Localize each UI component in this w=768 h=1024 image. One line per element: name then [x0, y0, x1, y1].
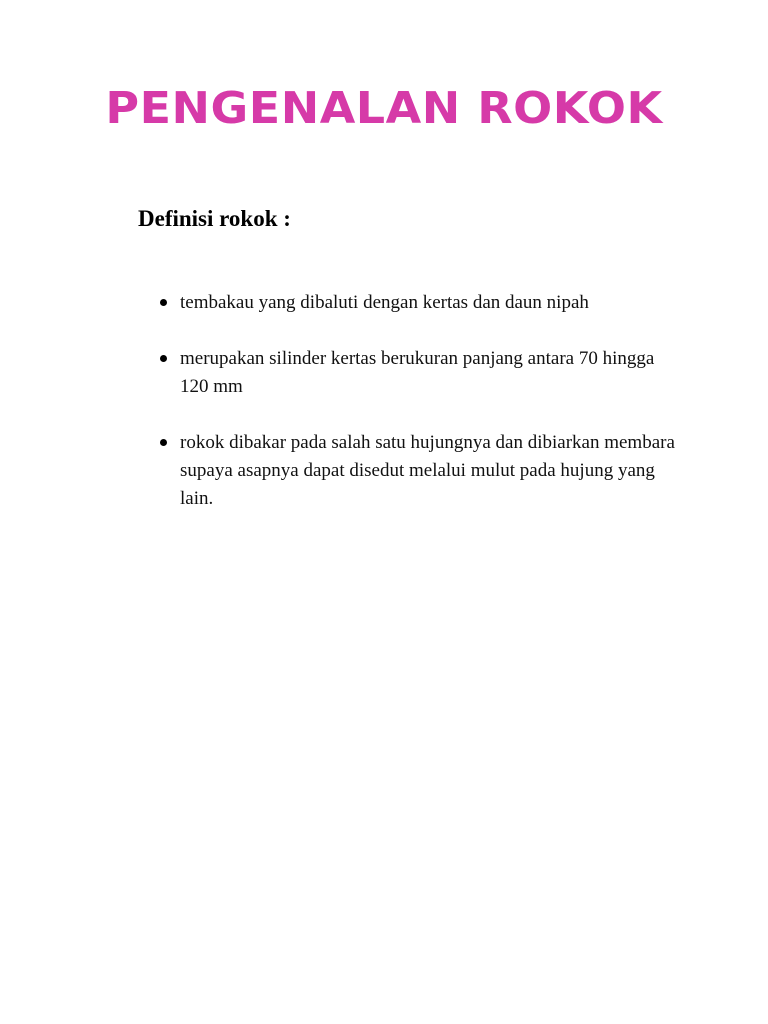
bullet-icon — [160, 439, 167, 446]
list-item — [158, 345, 678, 401]
bullet-list — [158, 289, 678, 541]
bullet-icon — [160, 299, 167, 306]
list-item — [158, 289, 678, 317]
list-item-text: tembakau yang dibaluti dengan kertas dan daun nipah — [180, 292, 589, 313]
list-item-text: merupakan silinder kertas berukuran panjang antara 70 hingga 120 mm — [180, 348, 655, 397]
list-item — [158, 429, 678, 513]
section-heading: Definisi rokok : — [138, 206, 291, 231]
bullet-icon — [160, 355, 167, 362]
page-title: PENGENALAN ROKOK — [105, 82, 663, 134]
list-item-text: rokok dibakar pada salah satu hujungnya dan dibiarkan membara supaya asapnya dapat disedut melalui mulut pada hujung yang lain. — [180, 432, 675, 509]
